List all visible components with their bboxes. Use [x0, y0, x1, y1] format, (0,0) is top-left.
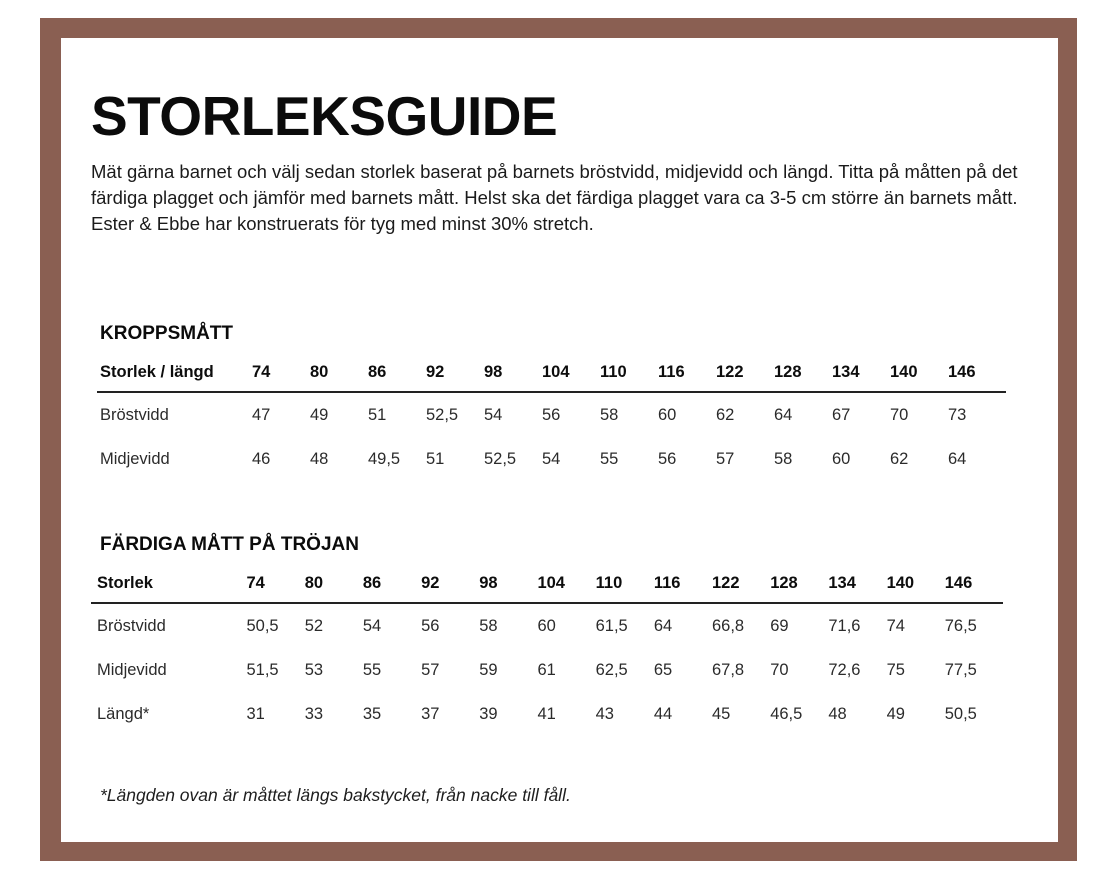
table-cell: 37	[421, 704, 440, 723]
body-measurements-table	[97, 353, 1006, 481]
size-header: 110	[596, 564, 654, 603]
table-cell: 44	[653, 704, 673, 723]
table-cell: 58	[774, 449, 793, 468]
table-cell: 64	[653, 616, 673, 635]
header-label: Storlek	[91, 564, 247, 603]
table-cell: 48	[310, 449, 329, 468]
row-label: Bröstvidd	[97, 616, 166, 635]
size-header: 104	[537, 564, 595, 603]
size-header: 146	[945, 564, 1003, 603]
table-cell: 56	[542, 405, 561, 424]
table-cell: 60	[658, 405, 677, 424]
table-cell: 71,6	[828, 616, 861, 635]
table-cell: 31	[246, 704, 265, 723]
size-header: 128	[774, 353, 832, 392]
table-cell: 64	[948, 449, 967, 468]
size-header: 92	[421, 564, 479, 603]
size-header: 86	[363, 564, 421, 603]
size-header: 110	[600, 353, 658, 392]
table-cell: 65	[653, 660, 673, 679]
table-cell: 47	[252, 405, 271, 424]
table-cell: 39	[479, 704, 498, 723]
table-cell: 74	[886, 616, 905, 635]
table-cell: 61	[537, 660, 556, 679]
size-header: 122	[712, 564, 770, 603]
finished-measurements-title: FÄRDIGA MÅTT PÅ TRÖJAN	[100, 534, 359, 555]
table-row	[97, 437, 1006, 481]
table-cell: 51	[368, 405, 387, 424]
size-header: 116	[658, 353, 716, 392]
table-cell: 33	[304, 704, 324, 723]
table-cell: 60	[537, 616, 556, 635]
intro-paragraph: Mät gärna barnet och välj sedan storlek baserat på barnets bröstvidd, midjevidd och längd. Titta på måtten på det färdiga plagget och jämför med barnets mått. Helst ska det färdiga plagget vara ca 3-5 cm större än barnets mått.	[91, 161, 1018, 208]
size-header: 74	[252, 353, 310, 392]
table-cell: 49	[886, 704, 905, 723]
table-cell: 52	[304, 616, 324, 635]
size-header: 104	[542, 353, 600, 392]
row-label: Midjevidd	[97, 660, 167, 679]
row-label: Bröstvidd	[100, 405, 169, 424]
table-cell: 59	[479, 660, 498, 679]
table-cell: 51	[426, 449, 445, 468]
table-cell: 57	[716, 449, 735, 468]
table-cell: 49	[310, 405, 329, 424]
table-cell: 43	[595, 704, 614, 723]
table-cell: 57	[421, 660, 440, 679]
table-cell: 56	[658, 449, 677, 468]
table-row	[91, 692, 1003, 736]
table-cell: 53	[304, 660, 324, 679]
table-cell: 61,5	[595, 616, 628, 635]
table-cell: 58	[600, 405, 619, 424]
size-header: 86	[368, 353, 426, 392]
size-header: 140	[887, 564, 945, 603]
header-label: Storlek / längd	[97, 353, 252, 392]
size-header: 98	[484, 353, 542, 392]
size-header: 134	[828, 564, 886, 603]
table-cell: 77,5	[944, 660, 977, 679]
table-cell: 60	[832, 449, 851, 468]
size-header: 116	[654, 564, 712, 603]
table-header-row	[91, 564, 1003, 603]
table-cell: 50,5	[944, 704, 977, 723]
table-cell: 73	[948, 405, 967, 424]
table-cell: 72,6	[828, 660, 861, 679]
table-cell: 54	[542, 449, 561, 468]
length-footnote: *Längden ovan är måttet längs bakstycket, från nacke till fåll.	[100, 785, 571, 805]
table-cell: 66,8	[712, 616, 745, 635]
table-cell: 35	[362, 704, 382, 723]
size-header: 146	[948, 353, 1006, 392]
table-cell: 75	[886, 660, 905, 679]
table-cell: 58	[479, 616, 498, 635]
size-header: 92	[426, 353, 484, 392]
table-row	[91, 648, 1003, 692]
table-cell: 55	[600, 449, 619, 468]
table-cell: 51,5	[246, 660, 279, 679]
table-cell: 67	[832, 405, 851, 424]
table-cell: 52,5	[426, 405, 459, 424]
table-cell: 54	[484, 405, 503, 424]
size-header: 80	[305, 564, 363, 603]
size-header: 98	[479, 564, 537, 603]
table-cell: 70	[890, 405, 909, 424]
table-cell: 46	[252, 449, 271, 468]
intro-stretch-note: Ester & Ebbe har konstruerats för tyg med minst 30% stretch.	[91, 213, 594, 234]
table-cell: 62,5	[595, 660, 628, 679]
row-label: Längd*	[97, 704, 150, 723]
table-cell: 46,5	[770, 704, 803, 723]
size-header: 80	[310, 353, 368, 392]
finished-measurements-table	[91, 564, 1003, 736]
table-cell: 62	[890, 449, 909, 468]
table-cell: 50,5	[246, 616, 279, 635]
table-cell: 64	[774, 405, 793, 424]
table-cell: 49,5	[368, 449, 401, 468]
size-header: 134	[832, 353, 890, 392]
table-cell: 67,8	[712, 660, 745, 679]
table-cell: 76,5	[944, 616, 977, 635]
table-cell: 70	[770, 660, 789, 679]
body-measurements-title: KROPPSMÅTT	[100, 323, 233, 344]
table-cell: 54	[362, 616, 382, 635]
intro-text	[91, 159, 1041, 237]
size-header: 122	[716, 353, 774, 392]
page-title: STORLEKSGUIDE	[91, 85, 558, 147]
table-cell: 56	[421, 616, 440, 635]
table-row	[97, 392, 1006, 437]
table-cell: 48	[828, 704, 847, 723]
table-cell: 55	[362, 660, 382, 679]
size-header: 74	[247, 564, 305, 603]
table-row	[91, 603, 1003, 648]
row-label: Midjevidd	[100, 449, 170, 468]
table-cell: 52,5	[484, 449, 517, 468]
table-cell: 45	[712, 704, 731, 723]
size-header: 128	[770, 564, 828, 603]
table-cell: 41	[537, 704, 556, 723]
table-header-row	[97, 353, 1006, 392]
table-cell: 69	[770, 616, 789, 635]
table-cell: 62	[716, 405, 735, 424]
size-header: 140	[890, 353, 948, 392]
